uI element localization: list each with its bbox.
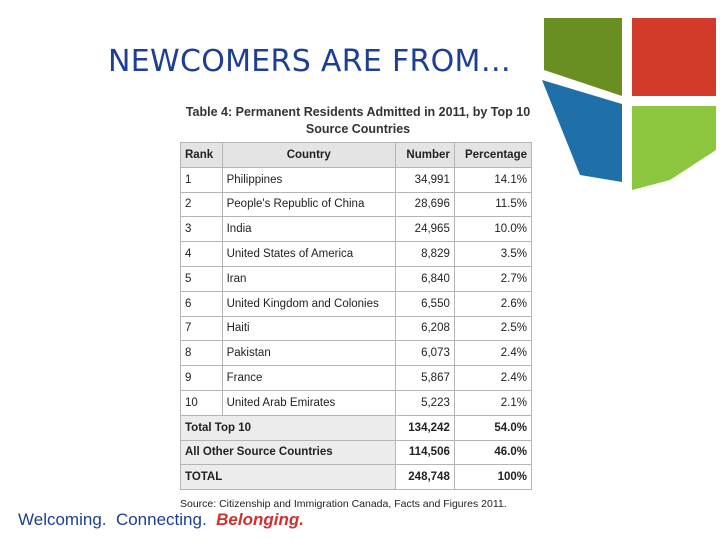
logo-red-petal (632, 18, 716, 96)
table-row (181, 291, 532, 316)
table-row (181, 217, 532, 242)
number-cell: 6,840 (395, 266, 454, 291)
table-row (181, 341, 532, 366)
summary-percentage: 100% (454, 465, 531, 490)
summary-label: Total Top 10 (181, 415, 396, 440)
table-row (181, 366, 532, 391)
rank-cell: 5 (181, 266, 223, 291)
number-cell: 8,829 (395, 242, 454, 267)
tagline-belonging: Belonging. (216, 510, 304, 529)
country-cell: United States of America (222, 242, 395, 267)
summary-row-total (181, 465, 532, 490)
summary-percentage: 46.0% (454, 440, 531, 465)
logo-green-petal (632, 106, 716, 190)
rank-cell: 6 (181, 291, 223, 316)
number-cell: 24,965 (395, 217, 454, 242)
rank-cell: 9 (181, 366, 223, 391)
summary-number: 248,748 (395, 465, 454, 490)
table-row (181, 167, 532, 192)
country-cell: People's Republic of China (222, 192, 395, 217)
rank-cell: 3 (181, 217, 223, 242)
number-cell: 5,223 (395, 390, 454, 415)
summary-label: All Other Source Countries (181, 440, 396, 465)
number-cell: 28,696 (395, 192, 454, 217)
country-cell: United Kingdom and Colonies (222, 291, 395, 316)
number-cell: 34,991 (395, 167, 454, 192)
table-row (181, 266, 532, 291)
source-note: Source: Citizenship and Immigration Canada, Facts and Figures 2011. (180, 498, 507, 510)
caption-line-1: Table 4: Permanent Residents Admitted in 2011, by Top 10 (185, 105, 531, 119)
percentage-cell: 11.5% (454, 192, 531, 217)
residents-table (180, 142, 532, 490)
header-number: Number (395, 143, 454, 168)
rank-cell: 4 (181, 242, 223, 267)
percentage-cell: 2.7% (454, 266, 531, 291)
table-row (181, 192, 532, 217)
country-cell: Pakistan (222, 341, 395, 366)
tagline-welcoming: Welcoming. (18, 510, 107, 529)
number-cell: 6,073 (395, 341, 454, 366)
rank-cell: 10 (181, 390, 223, 415)
table-row (181, 390, 532, 415)
table-row (181, 316, 532, 341)
summary-row-other (181, 440, 532, 465)
table-row (181, 242, 532, 267)
country-cell: Iran (222, 266, 395, 291)
summary-number: 114,506 (395, 440, 454, 465)
header-percentage: Percentage (454, 143, 531, 168)
caption-line-2: Source Countries (305, 122, 411, 136)
percentage-cell: 10.0% (454, 217, 531, 242)
percentage-cell: 2.4% (454, 341, 531, 366)
summary-number: 134,242 (395, 415, 454, 440)
percentage-cell: 3.5% (454, 242, 531, 267)
number-cell: 6,208 (395, 316, 454, 341)
header-row (181, 143, 532, 168)
country-cell: India (222, 217, 395, 242)
slide-title: NEWCOMERS ARE FROM… (108, 44, 512, 79)
tagline (18, 510, 304, 530)
summary-row-top10 (181, 415, 532, 440)
percentage-cell: 2.4% (454, 366, 531, 391)
logo (540, 0, 720, 200)
percentage-cell: 14.1% (454, 167, 531, 192)
header-country: Country (222, 143, 395, 168)
rank-cell: 1 (181, 167, 223, 192)
rank-cell: 2 (181, 192, 223, 217)
rank-cell: 8 (181, 341, 223, 366)
country-cell: France (222, 366, 395, 391)
table-caption (178, 104, 538, 138)
country-cell: Philippines (222, 167, 395, 192)
summary-percentage: 54.0% (454, 415, 531, 440)
percentage-cell: 2.6% (454, 291, 531, 316)
percentage-cell: 2.1% (454, 390, 531, 415)
country-cell: United Arab Emirates (222, 390, 395, 415)
country-cell: Haiti (222, 316, 395, 341)
number-cell: 5,867 (395, 366, 454, 391)
rank-cell: 7 (181, 316, 223, 341)
header-rank: Rank (181, 143, 223, 168)
logo-blue-petal (542, 80, 622, 182)
percentage-cell: 2.5% (454, 316, 531, 341)
number-cell: 6,550 (395, 291, 454, 316)
tagline-connecting: Connecting. (115, 510, 207, 529)
summary-label: TOTAL (181, 465, 396, 490)
